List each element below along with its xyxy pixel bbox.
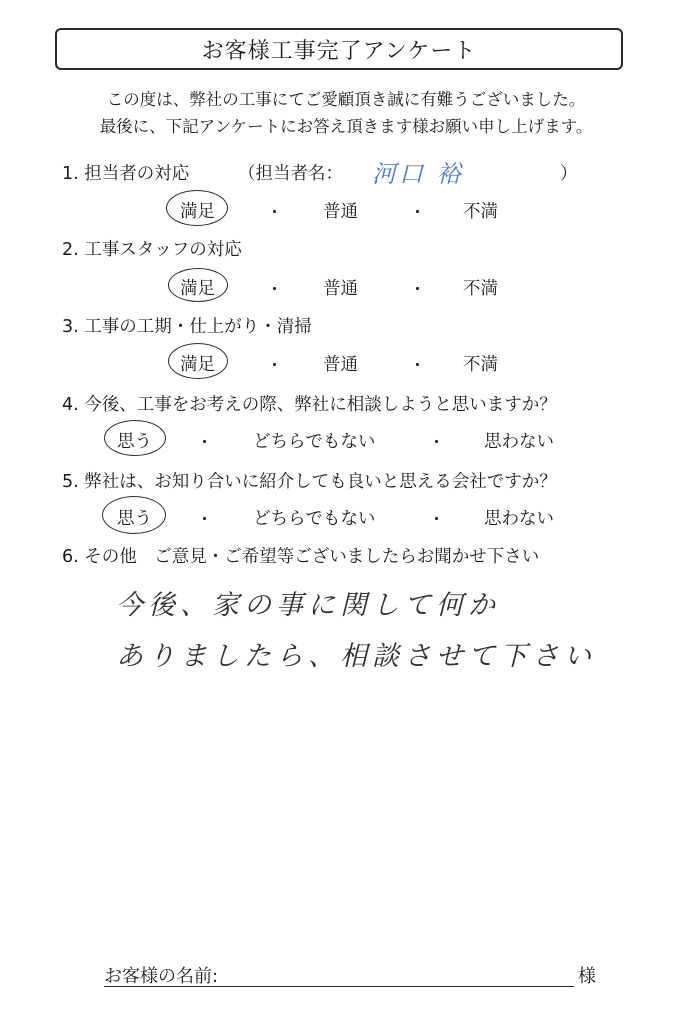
survey-title: お客様工事完了アンケート bbox=[55, 28, 623, 70]
q4-option-yes[interactable]: 思う bbox=[117, 432, 152, 452]
separator-dot: ・ bbox=[409, 280, 426, 300]
q5-option-either[interactable]: どちらでもない bbox=[253, 509, 376, 529]
q3-option-satisfied[interactable]: 満足 bbox=[180, 355, 215, 375]
question-4-label: 4. 今後、工事をお考えの際、弊社に相談しようと思いますか？ bbox=[62, 395, 557, 415]
separator-dot: ・ bbox=[266, 203, 283, 223]
customer-name-label: お客様の名前: bbox=[104, 966, 219, 987]
staff-name-open: （担当者名： bbox=[238, 164, 343, 184]
separator-dot: ・ bbox=[409, 356, 426, 376]
q4-option-no[interactable]: 思わない bbox=[484, 432, 554, 452]
separator-dot: ・ bbox=[196, 510, 213, 530]
separator-dot: ・ bbox=[266, 356, 283, 376]
honorific-suffix: 様 bbox=[578, 966, 596, 987]
separator-dot: ・ bbox=[196, 433, 213, 453]
q4-option-either[interactable]: どちらでもない bbox=[253, 432, 376, 452]
q3-option-neutral[interactable]: 普通 bbox=[323, 355, 358, 375]
intro-line-2: 最後に、下記アンケートにお答え頂きます様お願い申し上げます。 bbox=[99, 117, 593, 136]
q2-option-dissatisfied[interactable]: 不満 bbox=[463, 279, 498, 299]
q3-option-dissatisfied[interactable]: 不満 bbox=[463, 355, 498, 375]
customer-name-line bbox=[104, 986, 574, 987]
q5-option-no[interactable]: 思わない bbox=[484, 509, 554, 529]
q1-option-satisfied[interactable]: 満足 bbox=[180, 202, 215, 222]
q1-option-dissatisfied[interactable]: 不満 bbox=[463, 202, 498, 222]
separator-dot: ・ bbox=[428, 433, 445, 453]
staff-name-handwritten: 河口 裕 bbox=[372, 160, 464, 188]
question-6-label: 6. その他 ご意見・ご希望等ございましたらお聞かせ下さい bbox=[62, 547, 540, 567]
separator-dot: ・ bbox=[409, 203, 426, 223]
free-comment-line-1: 今後、家の事に関して何か bbox=[116, 590, 500, 621]
free-comment-line-2: ありましたら、相談させて下さい bbox=[116, 641, 596, 672]
question-5-label: 5. 弊社は、お知り合いに紹介しても良いと思える会社ですか？ bbox=[62, 472, 557, 492]
question-1-label: 1. 担当者の対応 bbox=[62, 164, 190, 184]
staff-name-close: ） bbox=[560, 164, 578, 184]
q5-option-yes[interactable]: 思う bbox=[117, 509, 152, 529]
question-3-label: 3. 工事の工期・仕上がり・清掃 bbox=[62, 317, 312, 337]
separator-dot: ・ bbox=[266, 280, 283, 300]
q2-option-satisfied[interactable]: 満足 bbox=[180, 279, 215, 299]
separator-dot: ・ bbox=[428, 510, 445, 530]
q1-option-neutral[interactable]: 普通 bbox=[323, 202, 358, 222]
intro-line-1: この度は、弊社の工事にてご愛顧頂き誠に有難うございました。 bbox=[106, 90, 586, 109]
question-2-label: 2. 工事スタッフの対応 bbox=[62, 240, 242, 260]
q2-option-neutral[interactable]: 普通 bbox=[323, 279, 358, 299]
